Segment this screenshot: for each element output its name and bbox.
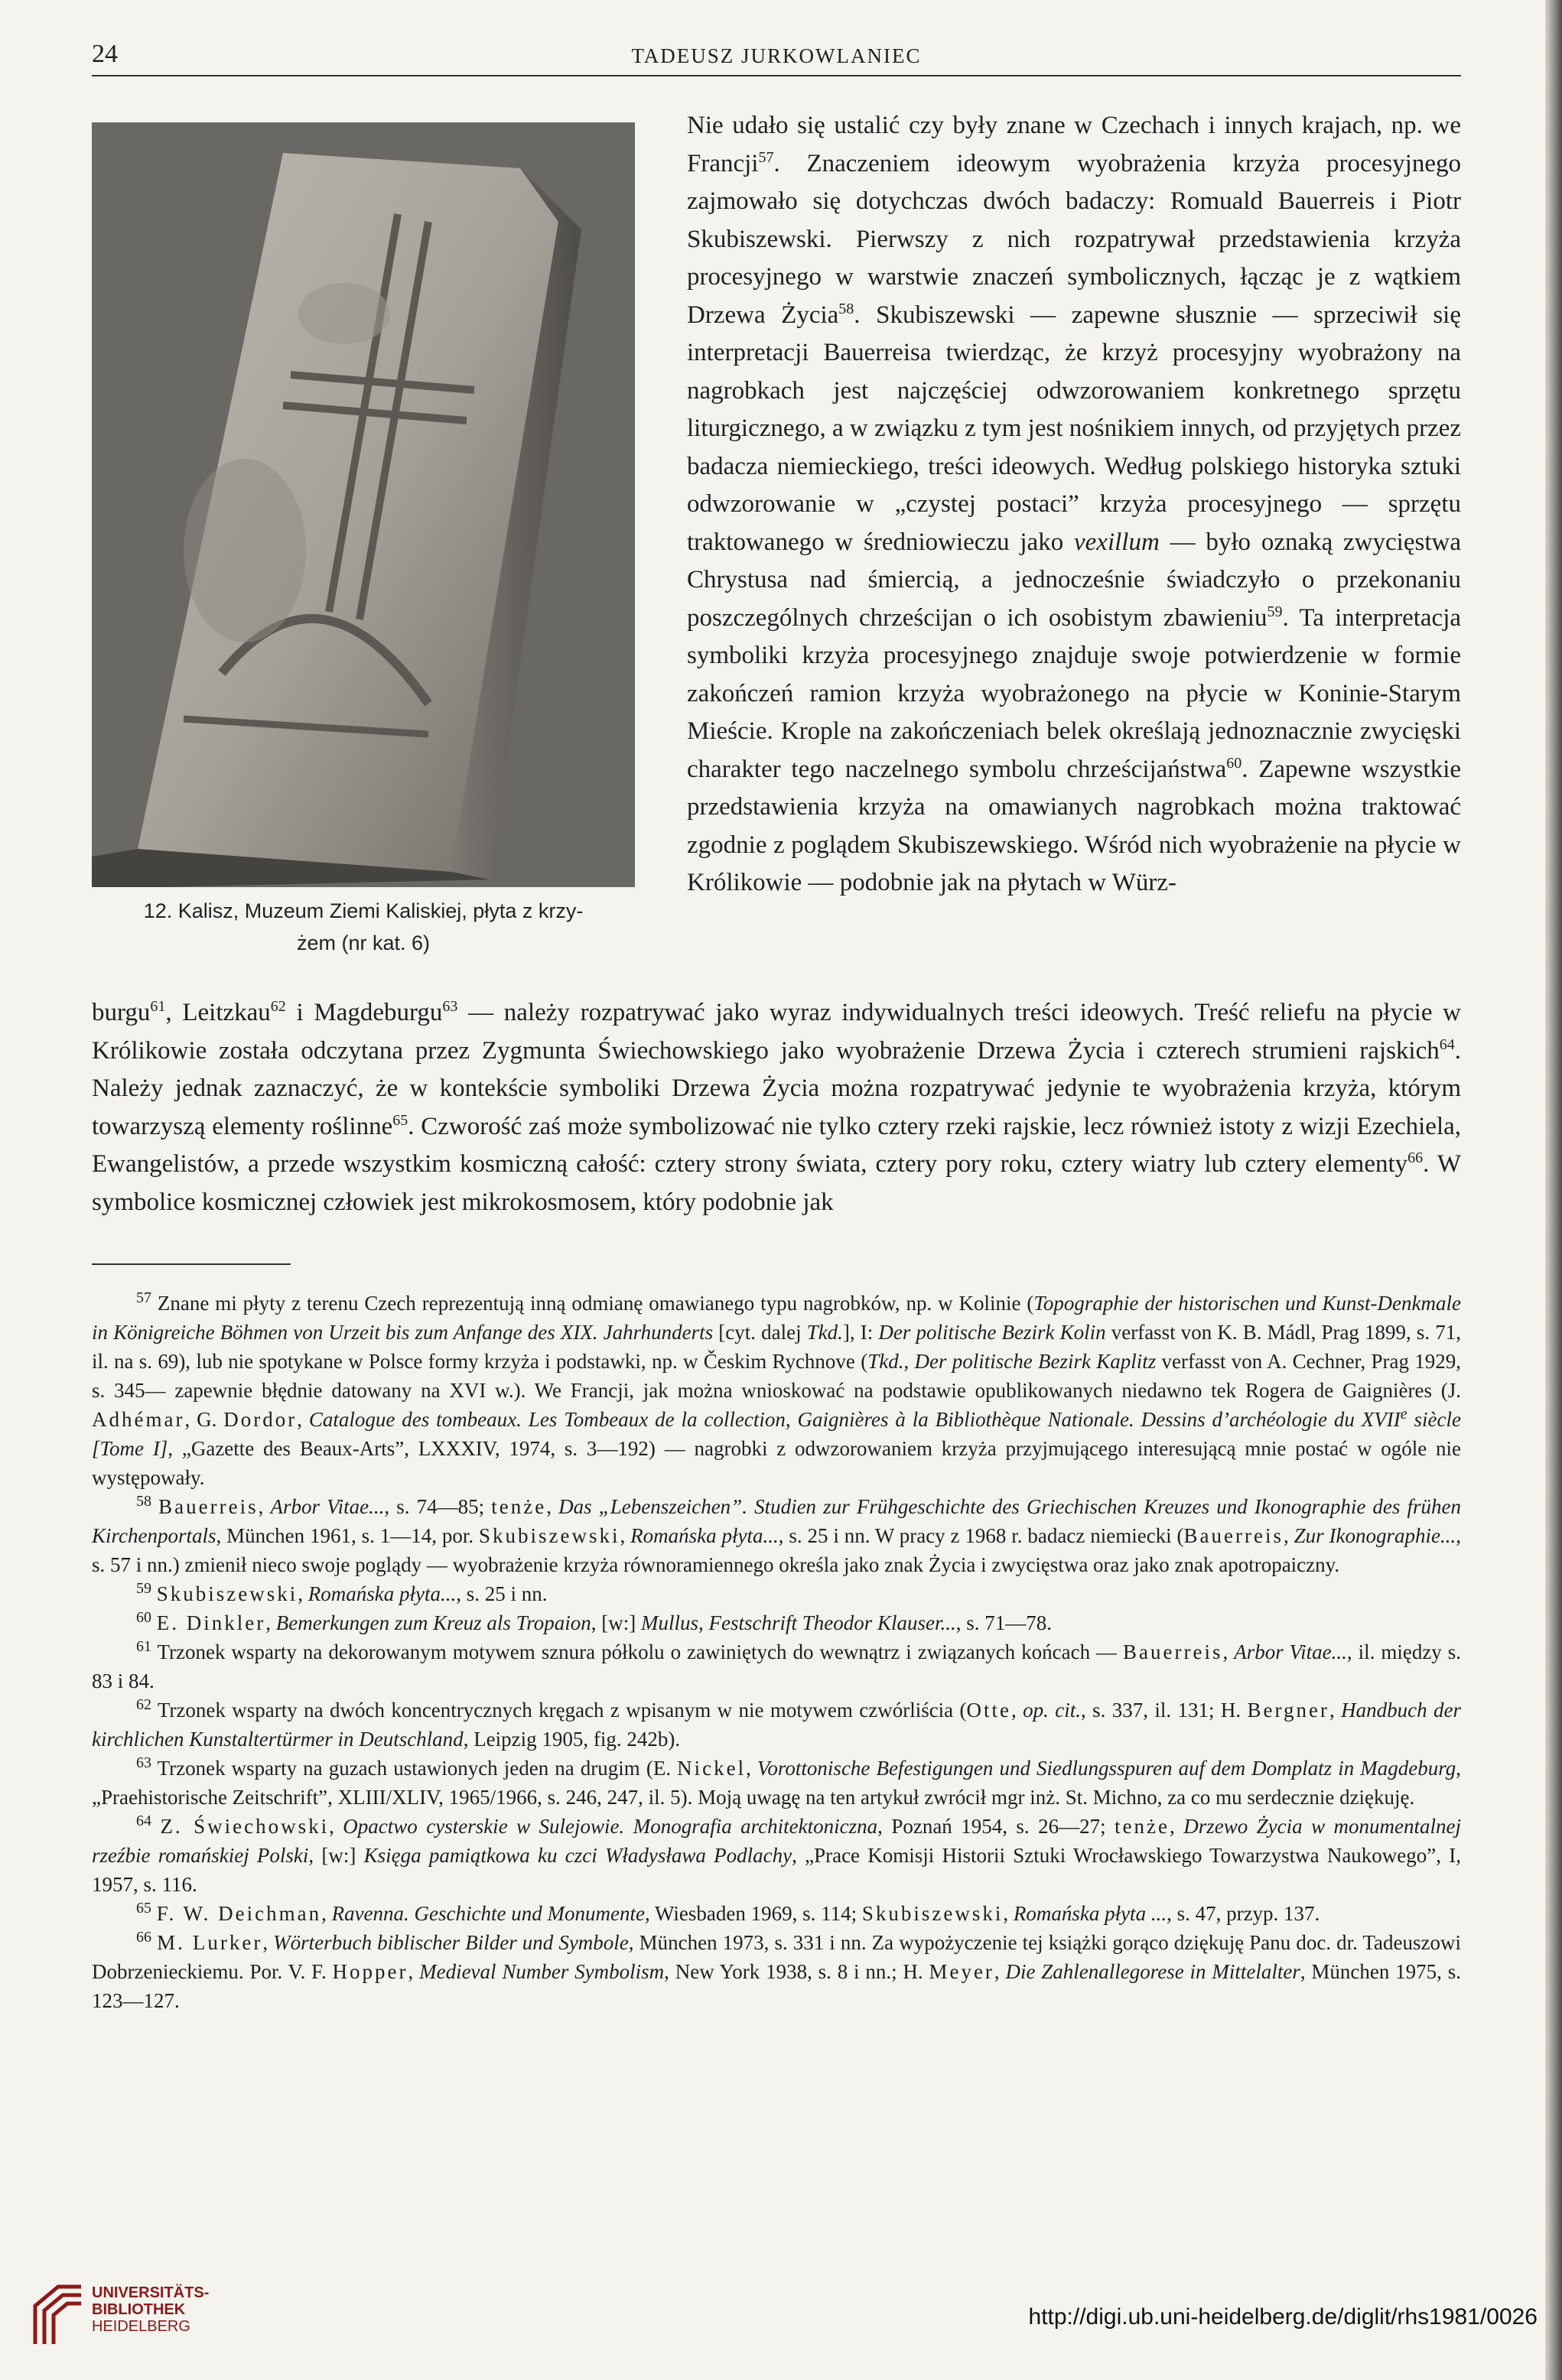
footnote-rule [92,1263,291,1265]
page-edge-shadow [1545,0,1562,2380]
source-url-link[interactable]: http://digi.ub.uni-heidelberg.de/diglit/rhs1981/0026 [1028,2304,1538,2330]
paragraph-continued: burgu$^{61}$, Leitzkau$^{62}$ i Magdeburgu$^{63}$ — należy rozpatrywać jako wyraz indywidualnych treści ideowych. Treść reliefu na płycie w Królikowie została odczytana przez Zygmunta Świechowskiego jako wyobrażenie Drzewa Życia i czterech strumieni rajskich$^{64}$. Należy jednak zaznaczyć, że w kontekście symboliki Drzewa Życia można rozpatrywać jedynie te wyobrażenia krzyża, którym towarzyszą elementy roślinne$^{65}$. Czworość zaś może symbolizować nie tylko cztery rzeki rajskie, lecz również istoty z wizji Ezechiela, Ewangelistów, a przede wszystkim kosmiczną całość: cztery strony świata, cztery pory roku, cztery wiatry lub cztery elementy$^{66}$. W symbolice kosmicznej człowiek jest mikrokosmosem, który podobnie jak [92,998,1462,1216]
footnote-59: $^{59}$ Skubiszewski, Romańska płyta..., s. 25 i nn. [136,1580,548,1605]
footnote-61: $^{61}$ Trzonek wsparty na dekorowanym motywem sznura półkolu o zawiniętych do wewnątrz i związanych końcach — Bauerreis, Arbor Vitae..., il. między s. 83 i 84. [92,1638,1462,1692]
figure-caption: 12. Kalisz, Muzeum Ziemi Kaliskiej, płyta z krzy- żem (nr kat. 6) [143,899,584,954]
footnote-60: $^{60}$ E. Dinkler, Bemerkungen zum Kreuz als Tropaion, [w:] Mullus, Festschrift Theodor Klauser..., s. 71—78. [136,1609,1052,1634]
header-rule [92,75,1461,76]
page-header [92,37,1461,76]
figure-photo-tomb-slab [92,122,635,887]
footnote-66: $^{66}$ M. Lurker, Wörterbuch biblischer Bilder und Symbole, München 1973, s. 331 i nn. Za wypożyczenie tej książki gorąco dziękuję Panu doc. dr. Tadeuszowi Dobrzenieckiemu. Por. V. F. Hopper, Medieval Number Symbolism, New York 1938, s. 8 i nn.; H. Meyer, Die Zahlenallegorese in Mittelalter, München 1975, s. 123—127. [92,1929,1462,2012]
body-full-width [92,994,1461,1221]
body-column-right [687,107,1461,902]
footnote-57: $^{57}$ Znane mi płyty z terenu Czech reprezentują inną odmianę omawianego typu nagrobków, np. w Kolinie (Topographie der historischen und Kunst-Denkmale in Königreiche Böhmen von Urzeit bis zum Anfange des XIX. Jahrhunderts [cyt. dalej Tkd.], I: Der politische Bezirk Kolin verfasst von K. B. Mádl, Prag 1899, s. 71, il. na s. 69), lub nie spotykane w Polsce formy krzyża i podstawki, np. w Českim Rychnove (Tkd., Der politische Bezirk Kaplitz verfasst von A. Cechner, Prag 1929, s. 345— zapewnie błędnie datowany na XVI w.). We Francji, jak można wnioskować na podstawie opublikowanych niedawno tek Rogera de Gaignières (J. Adhémar, G. Dordor, Catalogue des tombeaux. Les Tombeaux de la collection, Gaignières à la Bibliothèque Nationale. Dessins d’archéologie du XVIIe siècle [Tome I], „Gazette des Beaux-Arts”, LXXXIV, 1974, s. 3—192) — nagrobki z odwzorowaniem krzyża przyjmującego interesującą mnie postać w ogóle nie występowały. [92,1289,1462,1489]
library-logo-text: UNIVERSITÄTS- BIBLIOTHEK HEIDELBERG [92,2284,210,2335]
paragraph: Nie udało się ustalić czy były znane w Czechach i innych krajach, np. we Francji$^{57}$. Znaczeniem ideowym wyobrażenia krzyża procesyjnego zajmowało się dotychczas dwóch badaczy: Romuald Bauerreis i Piotr Skubiszewski. Pierwszy z nich rozpatrywał przedstawienia krzyża procesyjnego w warstwie znaczeń symbolicznych, łącząc je z wątkiem Drzewa Życia$^{58}$. Skubiszewski — zapewne słusznie — sprzeciwił się interpretacji Bauerreisa twierdząc, że krzyż procesyjny wyobrażony na nagrobkach jest najczęściej odwzorowaniem konkretnego sprzętu liturgicznego, a w związku z tym jest nośnikiem innych, od przyjętych przez badacza niemieckiego, treści ideowych. Według polskiego historyka sztuki odwzorowanie w „czystej postaci” krzyża procesyjnego — sprzętu traktowanego w średniowieczu jako vexillum — było oznaką zwycięstwa Chrystusa nad śmiercią, a jednocześnie świadczyło o przekonaniu poszczególnych chrześcijan o ich osobistym zbawieniu$^{59}$. Ta interpretacja symboliki krzyża procesyjnego znajduje swoje potwierdzenie w formie zakończeń ramion krzyża wyobrażonego na płycie w Koninie-Starym Mieście. Krople na zakończeniach belek określają jednoznacznie zwycięski charakter tego naczelnego symbolu chrześcijaństwa$^{60}$. Zapewne wszystkie przedstawienia krzyża na omawianych nagrobkach można traktować zgodnie z poglądem Skubiszewskiego. Wśród nich wyobrażenie na płycie w Królikowie — podobnie jak na płytach w Würz- [687,112,1462,896]
library-logo-icon [28,2283,84,2347]
running-head: TADEUSZ JURKOWLANIEC [631,44,922,67]
page-footer [0,2268,1545,2359]
footnote-58: $^{58}$ Bauerreis, Arbor Vitae..., s. 74—85; tenże, Das „Lebenszeichen”. Studien zur Frühgeschichte des Griechischen Kreuzes und Ikonographie des frühen Kirchenportals, München 1961, s. 1—14, por. Skubiszewski, Romańska płyta..., s. 25 i nn. W pracy z 1968 r. badacz niemiecki (Bauerreis, Zur Ikonographie..., s. 57 i nn.) zmienił nieco swoje poglądy — wyobrażenie krzyża równoramiennego określa jako znak Życia i zwycięstwa oraz jako znak apotropaiczny. [92,1493,1462,1576]
footnote-64: $^{64}$ Z. Świechowski, Opactwo cysterskie w Sulejowie. Monografia architektoniczna, Poznań 1954, s. 26—27; tenże, Drzewo Życia w monumentalnej rzeźbie romańskiej Polski, [w:] Księga pamiątkowa ku czci Władysława Podlachy, „Prace Komisji Historii Sztuki Wrocławskiego Towarzystwa Naukowego”, I, 1957, s. 116. [92,1813,1461,1896]
footnote-62: $^{62}$ Trzonek wsparty na dwóch koncentrycznych kręgach z wpisanym w nie motywem czwórliścia (Otte, op. cit., s. 337, il. 131; H. Bergner, Handbuch der kirchlichen Kunstaltertürmer in Deutschland, Leipzig 1905, fig. 242b). [92,1696,1461,1751]
page-number: 24 [92,40,118,68]
tomb-slab-illustration [92,122,635,887]
footnotes [92,1289,1461,2015]
footnote-65: $^{65}$ F. W. Deichman, Ravenna. Geschichte und Monumente, Wiesbaden 1969, s. 114; Skubiszewski, Romańska płyta ..., s. 47, przyp. 137. [136,1900,1320,1925]
footnote-63: $^{63}$ Trzonek wsparty na guzach ustawionych jeden na drugim (E. Nickel, Vorottonische Befestigungen und Siedlungsspuren auf dem Domplatz in Magdeburg, „Praehistorische Zeitschrift”, XLIII/XLIV, 1965/1966, s. 246, 247, il. 5). Moją uwagę na ten artykuł zwrócił mgr inż. St. Michno, za co mu serdecznie dziękuję. [92,1754,1462,1809]
